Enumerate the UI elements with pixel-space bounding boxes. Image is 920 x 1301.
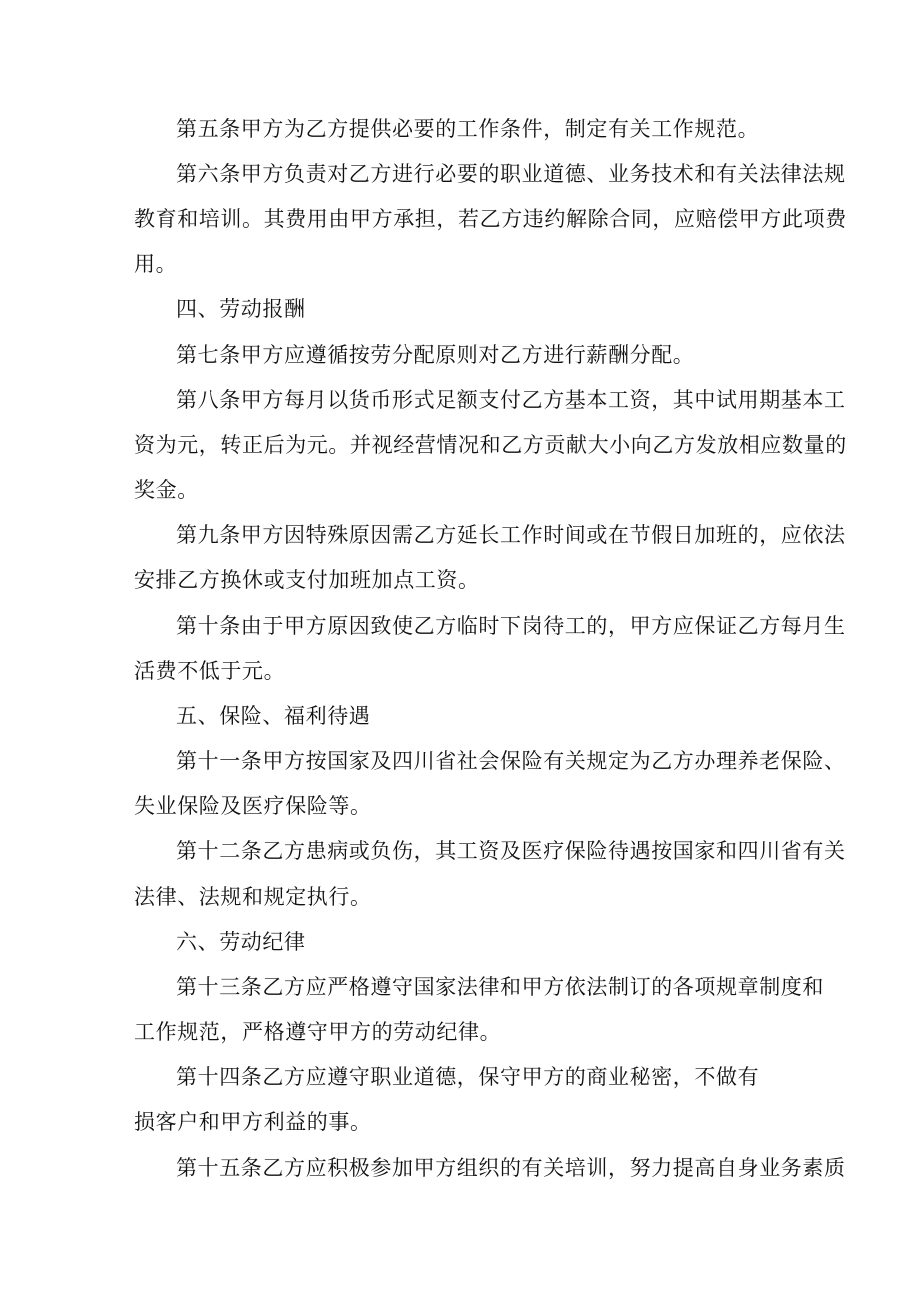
article-14-line-2: 损客户和甲方利益的事。	[134, 1110, 372, 1134]
article-11-line-1: 第十一条甲方按国家及四川省社会保险有关规定为乙方办理养老保险、	[176, 749, 846, 773]
section-5-heading: 五、保险、福利待遇	[176, 704, 371, 728]
article-8-line-3: 奖金。	[134, 478, 199, 502]
article-14-line-1: 第十四条乙方应遵守职业道德，保守甲方的商业秘密，不做有	[176, 1065, 760, 1089]
article-10-line-2: 活费不低于元。	[134, 659, 286, 683]
article-7-line-1: 第七条甲方应遵循按劳分配原则对乙方进行薪酬分配。	[176, 343, 695, 367]
article-13-line-2: 工作规范，严格遵守甲方的劳动纪律。	[134, 1020, 502, 1044]
article-5-line-1: 第五条甲方为乙方提供必要的工作条件，制定有关工作规范。	[176, 117, 760, 141]
article-11-line-2: 失业保险及医疗保险等。	[134, 794, 372, 818]
article-8-line-1: 第八条甲方每月以货币形式足额支付乙方基本工资，其中试用期基本工	[176, 388, 846, 412]
section-6-heading: 六、劳动纪律	[176, 930, 306, 954]
article-9-line-2: 安排乙方换休或支付加班加点工资。	[134, 568, 480, 592]
article-13-line-1: 第十三条乙方应严格遵守国家法律和甲方依法制订的各项规章制度和	[176, 975, 824, 999]
article-15-line-1: 第十五条乙方应积极参加甲方组织的有关培训，努力提高自身业务素质	[176, 1156, 846, 1180]
article-6-line-1: 第六条甲方负责对乙方进行必要的职业道德、业务技术和有关法律法规	[176, 162, 846, 186]
article-6-line-2: 教育和培训。其费用由甲方承担，若乙方违约解除合同，应赔偿甲方此项费	[134, 207, 847, 231]
article-9-line-1: 第九条甲方因特殊原因需乙方延长工作时间或在节假日加班的，应依法	[176, 523, 846, 547]
article-6-line-3: 用。	[134, 252, 178, 276]
article-10-line-1: 第十条由于甲方原因致使乙方临时下岗待工的，甲方应保证乙方每月生	[176, 614, 846, 638]
article-8-line-2: 资为元，转正后为元。并视经营情况和乙方贡献大小向乙方发放相应数量的	[134, 433, 847, 457]
article-12-line-1: 第十二条乙方患病或负伤，其工资及医疗保险待遇按国家和四川省有关	[176, 839, 846, 863]
section-4-heading: 四、劳动报酬	[176, 297, 306, 321]
article-12-line-2: 法律、法规和规定执行。	[134, 885, 372, 909]
